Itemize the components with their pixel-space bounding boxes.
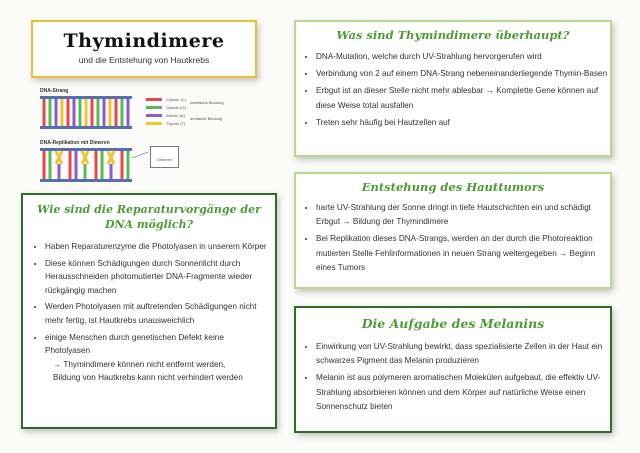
replication-label: DNA-Replikation mit Dimeren [40,140,110,146]
list-item: • Erbgut ist an dieser Stelle nicht mehr ablesbar → Komplette Gene können auf diese Weise total ausfallen [316,84,610,112]
card-repair-heading: Wie sind die Reparaturvorgänge der DNA möglich? [37,203,261,231]
dna-strand-image [40,96,140,130]
list-item [45,331,267,385]
legend-adenin: Adenin (A) [166,113,185,118]
dna-diagram [40,88,260,188]
card-melanin-heading: Die Aufgabe des Melanins [361,316,545,331]
list-item: • Verbindung von 2 auf einem DNA-Strang nebeneinanderliegende Thymin-Basen [316,67,610,81]
list-item: • DNA-Mutation, welche durch UV-Strahlung hervorgerufen wird [316,50,610,64]
card-melanin-list [296,340,610,414]
list-item: • Diese können Schädigungen durch Sonnenlicht durch Herausschneiden photomutierter DNA-Fragmente wieder rückgängig machen [45,257,267,298]
list-item: • harte UV-Strahlung der Sonne dringt in tiefe Hautschichten ein und schädigt Erbgut → Bildung der Thymindimere [316,201,610,229]
sub-line: Bildung von Hautkrebs kann nicht verhindert werden [53,373,243,383]
dna-replication-image [40,148,150,184]
card-tumor-origin [294,172,612,289]
page-subtitle: und die Entstehung von Hautkrebs [78,55,210,65]
list-item: • Melanin ist aus polymeren aromatischen Molekülen aufgebaut, die effektiv UV-Strahlung absorbieren können und dem Körper auf natürliche Weise einen Sonnenschutz bieten [316,371,610,414]
list-item: • Treten sehr häufig bei Hautzellen auf [316,116,610,130]
card-melanin-role [294,306,612,433]
card-what-are-thymine-dimers [294,20,612,157]
sub-line: → Thymindimere können nicht entfernt werden, [53,359,226,369]
card-repair-list [23,240,275,385]
list-item: • Haben Reparaturenzyme die Photolyasen in unserem Körper [45,240,267,254]
bond-triple-label: dreifache Bindung [190,116,223,121]
title-card [31,20,257,78]
card-origin-list [296,201,610,275]
card-origin-heading: Entstehung des Hauttumors [361,180,545,194]
bond-double-label: zweifache Bindung [190,100,224,105]
dna-strand-label: DNA-Strang [40,88,69,94]
legend-guanin: Guanin (G) [166,105,186,110]
list-item-text: einige Menschen durch genetischen Defekt keine Photolyasen [45,332,224,356]
dimer-label: Dimeren [157,157,173,162]
card-dna-repair [21,193,277,429]
card-what-list [296,50,610,130]
list-item: • Werden Photolyasen mit auftretenden Schädigungen nicht mehr fertig, ist Hautkrebs unausweichlich [45,300,267,327]
list-item: • Bei Replikation dieses DNA-Strangs, werden an der durch die Photoreaktion mutierten Stelle Fehlinformationen in neuen Strang weitergegeben → Beginn eines Tumors [316,232,610,275]
dimer-callout [150,146,179,168]
card-what-heading: Was sind Thymindimere überhaupt? [336,28,570,42]
list-item: • Einwirkung von UV-Strahlung bewirkt, dass spezialisierte Zellen in der Haut ein schwarzes Pigment das Melanin produzieren [316,340,610,368]
page-title: Thymindimere [63,30,225,52]
legend-thymin: Thymin (T) [166,121,186,126]
legend-cytosin: Cytosin (C) [166,97,187,102]
